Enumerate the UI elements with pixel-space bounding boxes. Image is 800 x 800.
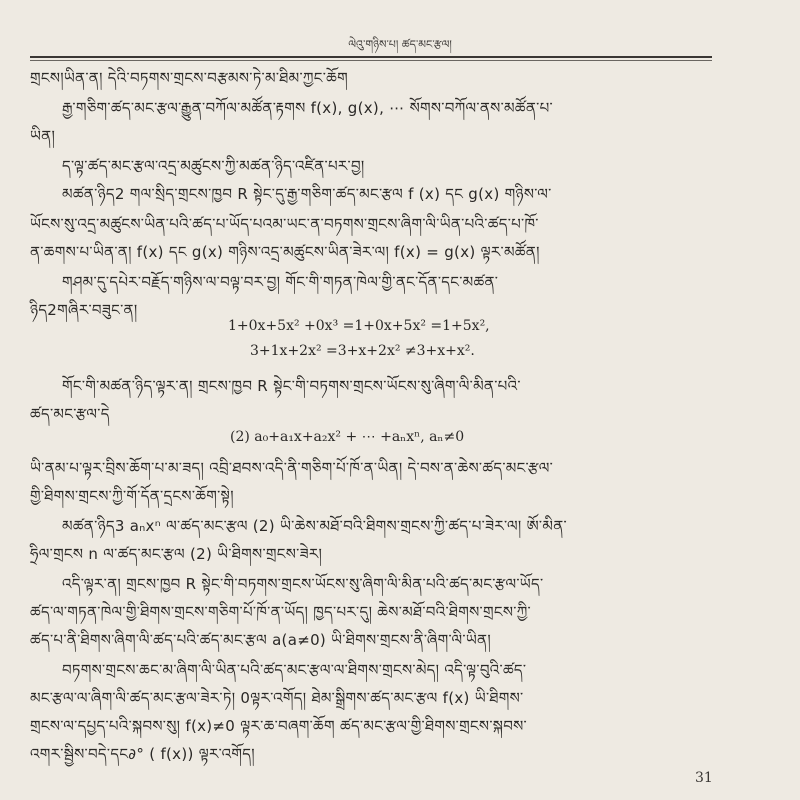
text-line: འགར་སྦྱིས་བདེ་དང∂° ( f(x)) ལྟར་འགོད། (30, 745, 255, 763)
running-head: ལེའུ་གཉིས་པ། ཚད་མང་རྩལ། (348, 38, 452, 51)
text-line: གོང་གི་མཚན་ཉིད་ལྟར་ན། གྲངས་ཁྱབ R སྟེང་གི་བཏགས་གྲངས་ཡོངས་སུ་ཞིག་ལི་མིན་པའི་ (62, 377, 521, 395)
page-number: 31 (695, 770, 713, 786)
text-line: གཤམ་དུ་དཔེར་བརྗོད་གཉིས་ལ་བལྟ་བར་བྱ། གོང་གི་གཏན་ཁེལ་གྱི་ནང་དོན་དང་མཚན་ (62, 273, 499, 291)
text-line: གྲངས་ལ་དཔྱད་པའི་སྐབས་སུ། f(x)≠0 ལྟར་ཆ་བཞག་ཆོག ཚད་མང་རྩལ་གྱི་ཐིགས་གྲངས་སྐབས་ (30, 717, 528, 735)
text-line: ད་ལྟ་ཚད་མང་རྩལ་འདྲ་མཚུངས་ཀྱི་མཚན་ཉིད་འཛིན་པར་བྱ། (62, 157, 365, 175)
definition-3-line: མཚན་ཉིད3 aₙxⁿ ལ་ཚད་མང་རྩལ (2) ཡི་ཆེས་མཐོ་བའི་ཐིགས་གྲངས་ཀྱི་ཚད་པ་ཟེར་ལ། ཨོ་མིན་ (62, 517, 567, 535)
text-line: ཉིད2གཞིར་བཟུང་ན། (30, 301, 138, 319)
text-line: རྒྱ་གཅིག་ཚད་མང་རྩལ་རྒྱུན་བཀོལ་མཚོན་རྟགས f(x), g(x), ⋯ སོགས་བཀོལ་ནས་མཚོན་པ་ (62, 99, 553, 117)
text-line: ཡོངས་སུ་འདྲ་མཚུངས་ཡིན་པའི་ཚད་པ་ཡོད་པའམ་ཡང་ན་བཏགས་གྲངས་ཞིག་ལི་ཡིན་པའི་ཚད་པ་ཁོ་ (30, 215, 539, 233)
header-rule-thin (30, 60, 712, 61)
equation-3: (2) a₀+a₁x+a₂x² + ⋯ +aₙxⁿ, aₙ≠0 (230, 429, 465, 445)
text-line: ཡིན། (30, 127, 56, 145)
text-line: ཚད་པ་ནི་ཐིགས་ཞིག་ལི་ཚད་པའི་ཚད་མང་རྩལ a(a≠0) ཡི་ཐིགས་གྲངས་ནི་ཞིག་ལི་ཡིན། (30, 631, 491, 649)
text-line: ཡི་ནམ་པ་ལྟར་བྲིས་ཆོག་པ་མ་ཟད། འབྲི་ཐབས་འདི་ནི་གཅིག་པོ་ཁོ་ན་ཡིན། དེ་བས་ན་ཆེས་ཚད་མང་རྩལ་ (30, 459, 554, 477)
text-line: མང་རྩལ་ལ་ཞིག་ལི་ཚད་མང་རྩལ་ཟེར་ཏེ། 0ལྟར་འགོད། ཐེམ་སྒྲིགས་ཚད་མང་རྩལ f(x) ཡི་ཐིགས་ (30, 689, 524, 707)
equation-2: 3+1x+2x² =3+x+2x² ≠3+x+x². (250, 343, 475, 359)
text-line: བཏགས་གྲངས་ཆང་མ་ཞིག་ལི་ཡིན་པའི་ཚད་མང་རྩལ་ལ་ཐིགས་གྲངས་མེད། འདི་ལྟ་བུའི་ཚད་ (62, 661, 527, 679)
equation-1: 1+0x+5x² +0x³ =1+0x+5x² =1+5x², (228, 318, 490, 334)
text-line: ན་ཆགས་པ་ཡིན་ན། f(x) དང g(x) གཉིས་འདྲ་མཚུངས་ཡིན་ཟེར་ལ། f(x) = g(x) ལྟར་མཚོན། (30, 243, 540, 261)
text-line: ཚད་ལ་གཏན་ཁེལ་གྱི་ཐིགས་གྲངས་གཅིག་པོ་ཁོ་ན་ཡོད། ཁྱད་པར་དུ། ཆེས་མཐོ་བའི་ཐིགས་གྲངས་ཀྱི་ (30, 603, 531, 621)
definition-2-line: མཚན་ཉིད2 གལ་སྲིད་གྲངས་ཁྱབ R སྟེང་དུ་རྒྱ་གཅིག་ཚད་མང་རྩལ f (x) དང g(x) གཉིས་ལ་ (62, 185, 552, 203)
text-line: གྱི་ཐིགས་གྲངས་ཀྱི་གོ་དོན་དྲངས་ཆོག་སྟེ། (30, 487, 234, 505)
header-rule (30, 56, 712, 58)
text-line: ཧྲིལ་གྲངས n ལ་ཚད་མང་རྩལ (2) ཡི་ཐིགས་གྲངས་ཟེར། (30, 545, 323, 563)
text-line: གྲངས།ཡིན་ན། དེའི་བཏགས་གྲངས་བརྩམས་ཏེ་མ་ཐིམ་ཀྱང་ཆོག (30, 69, 349, 87)
text-line: འདི་ལྟར་ན། གྲངས་ཁྱབ R སྟེང་གི་བཏགས་གྲངས་ཡོངས་སུ་ཞིག་ལི་མིན་པའི་ཚད་མང་རྩལ་ཡོད་ (62, 575, 544, 593)
text-line: ཚད་མང་རྩལ་དེ (30, 405, 110, 423)
